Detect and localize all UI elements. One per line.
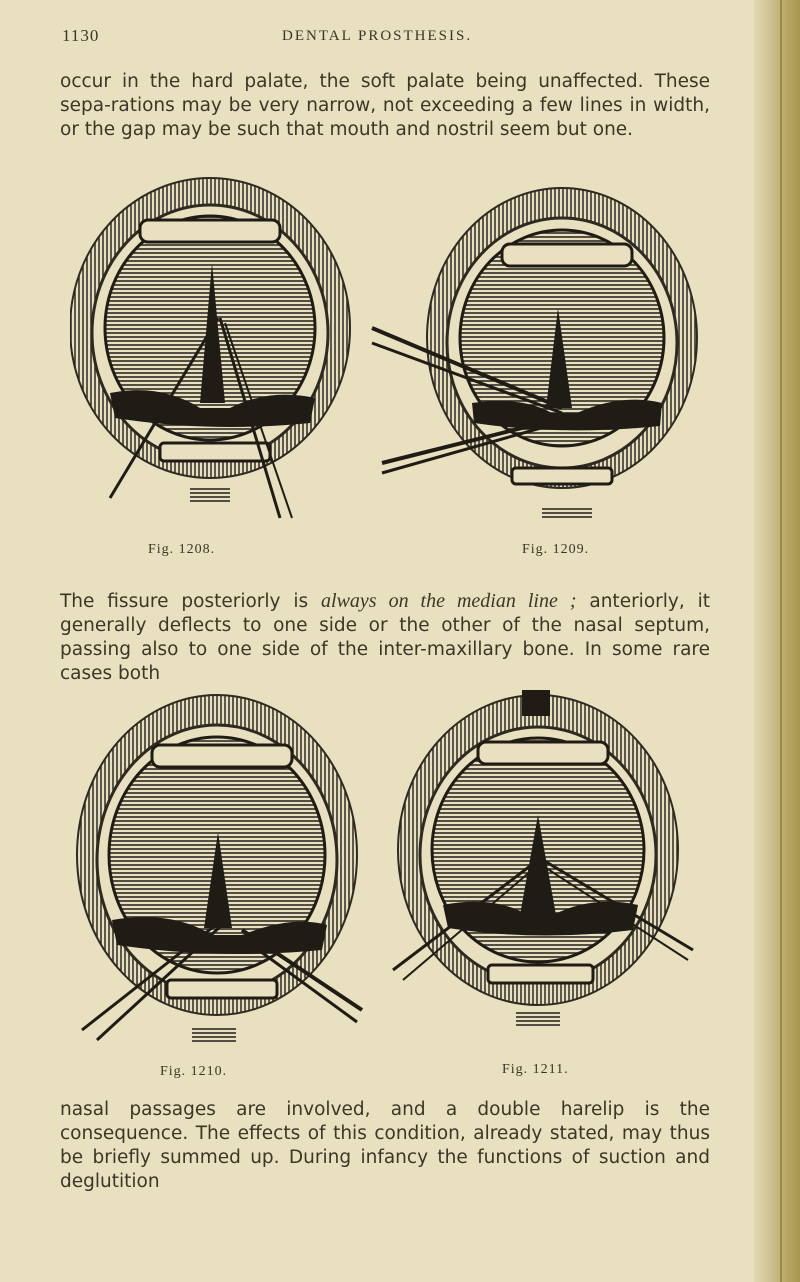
- paragraph-2: [60, 589, 710, 686]
- page-number: 1130: [62, 26, 100, 45]
- figure-1208-caption: Fig. 1208.: [148, 542, 216, 557]
- figure-1209-illustration: [362, 168, 702, 538]
- running-head: DENTAL PROSTHESIS.: [282, 28, 473, 44]
- figure-1210-illustration: [72, 680, 372, 1060]
- figure-1210: [72, 680, 372, 1060]
- figure-1209: [362, 168, 702, 538]
- figure-1208-illustration: [70, 168, 360, 538]
- figure-1211: [388, 680, 698, 1050]
- paragraph-2-start: The fissure posteriorly is: [60, 591, 322, 612]
- paragraph-2-emphasis: always on the median line ;: [321, 590, 577, 612]
- figure-1211-illustration: [388, 680, 698, 1050]
- paragraph-2-end: anteriorly, it generally deflects to one side or the other of the nasal septum, passing also to one side of the inter-maxillary bone. In some rare cases both: [60, 591, 710, 684]
- paragraph-1: occur in the hard palate, the soft palate being unaffected. These sepa-rations may be very narrow, not exceeding a few lines in width, or the gap may be such that mouth and nostril seem but one.: [60, 71, 710, 140]
- page-edge: [754, 0, 800, 1282]
- paragraph-3: nasal passages are involved, and a double harelip is the consequence. The effects of this condition, already stated, may thus be briefly summed up. During infancy the functions of suction and deglutition: [60, 1099, 710, 1192]
- figure-1209-caption: Fig. 1209.: [522, 542, 590, 557]
- figure-1208: [70, 168, 360, 538]
- figure-1210-caption: Fig. 1210.: [160, 1064, 228, 1079]
- figure-1211-caption: Fig. 1211.: [502, 1062, 569, 1077]
- page-header: [62, 26, 702, 50]
